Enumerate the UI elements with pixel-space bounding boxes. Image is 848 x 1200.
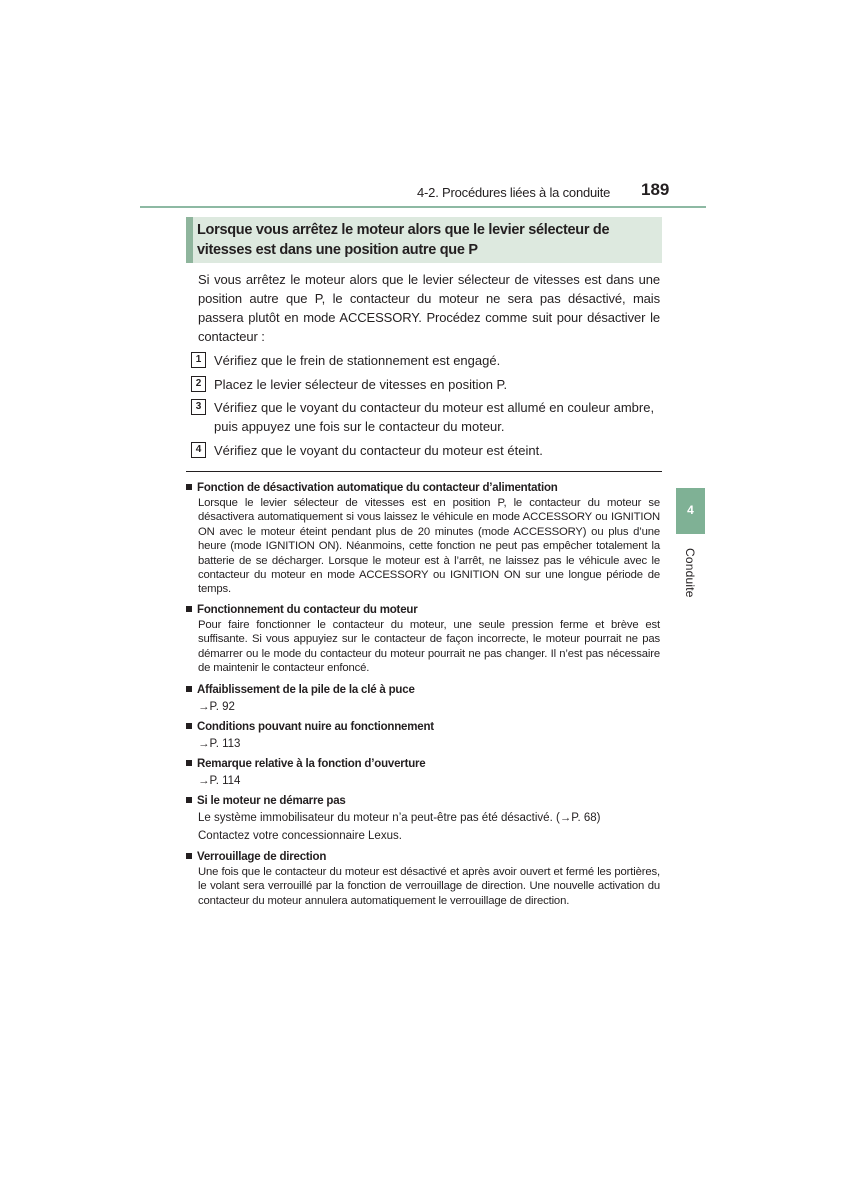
note-line: Contactez votre concessionnaire Lexus. — [198, 830, 402, 842]
header-divider — [140, 206, 706, 208]
square-bullet-icon — [186, 484, 192, 490]
step-number-box: 1 — [191, 352, 206, 368]
step-number-box: 3 — [191, 399, 206, 415]
note-conditions — [186, 719, 660, 753]
intro-paragraph: Si vous arrêtez le moteur alors que le levier sélecteur de vitesses est dans une position autre que P, le contacteur du moteur ne sera pas désactivé, mais passera plutôt en mode ACCESSORY. Procédez comme suit pour désactiver le contacteur : — [198, 272, 660, 344]
note-steering-lock — [186, 849, 660, 908]
chapter-label: Conduite — [683, 548, 697, 598]
square-bullet-icon — [186, 797, 192, 803]
section-title: 4-2. Procédures liées à la conduite — [417, 185, 611, 200]
note-heading: Verrouillage de direction — [186, 849, 660, 865]
square-bullet-icon — [186, 853, 192, 859]
title-accent-bar — [186, 217, 193, 263]
note-heading: Fonction de désactivation automatique du contacteur d’alimentation — [186, 480, 660, 496]
page-reference-link[interactable]: →P. 92 — [198, 701, 235, 713]
note-heading: Remarque relative à la fonction d’ouverture — [186, 756, 660, 772]
note-heading: Conditions pouvant nuire au fonctionnement — [186, 719, 660, 735]
note-body: Lorsque le levier sélecteur de vitesses est en position P, le contacteur du moteur se désactivera automatiquement si vous laissez le véhicule en mode ACCESSORY ou IGNITION ON avec le moteur éteint pendant plus de 20 minutes (mode ACCESSORY) ou plus d’une heure (mode IGNITION ON). Néanmoins, cette fonction ne peut pas empêcher totalement la batterie de se décharger. Lorsque le moteur est à l’arrêt, ne laissez pas le véhicule avec le contacteur du moteur en mode ACCESSORY ou IGNITION ON sur une longue période de temps. — [198, 497, 660, 596]
step-number-box: 4 — [191, 442, 206, 458]
note-heading: Si le moteur ne démarre pas — [186, 793, 660, 809]
square-bullet-icon — [186, 606, 192, 612]
note-line: Le système immobilisateur du moteur n’a peut-être pas été désactivé. (→P. 68) — [198, 812, 601, 824]
note-body: Pour faire fonctionner le contacteur du moteur, une seule pression ferme et brève est suffisante. Si vous appuyiez sur le contacteur de façon incorrecte, le moteur pourrait ne pas démarrer ou le mode du contacteur du moteur pourrait ne pas changer. Il n’est pas nécessaire de maintenir le contacteur enfoncé. — [198, 619, 660, 675]
page-reference-link[interactable]: →P. 113 — [198, 738, 241, 750]
square-bullet-icon — [186, 760, 192, 766]
step-text: Vérifiez que le voyant du contacteur du moteur est éteint. — [214, 443, 543, 458]
topic-title-box — [186, 217, 662, 263]
chapter-tab[interactable]: 4 — [676, 488, 705, 534]
note-engine-wont-start — [186, 793, 660, 845]
square-bullet-icon — [186, 686, 192, 692]
step-number-box: 2 — [191, 376, 206, 392]
square-bullet-icon — [186, 723, 192, 729]
note-engine-switch — [186, 602, 660, 676]
step-text: Vérifiez que le frein de stationnement est engagé. — [214, 353, 501, 368]
step-text: Vérifiez que le voyant du contacteur du moteur est allumé en couleur ambre, puis appuyez une fois sur le contacteur du moteur. — [214, 400, 655, 434]
note-key-battery — [186, 682, 660, 716]
note-heading: Affaiblissement de la pile de la clé à puce — [186, 682, 660, 698]
note-auto-off — [186, 480, 660, 597]
step-text: Placez le levier sélecteur de vitesses en position P. — [214, 377, 508, 392]
page-reference-link[interactable]: →P. 114 — [198, 775, 241, 787]
note-heading: Fonctionnement du contacteur du moteur — [186, 602, 660, 618]
notes-divider — [186, 471, 662, 472]
topic-title: Lorsque vous arrêtez le moteur alors que le levier sélecteur de vitesses est dans une position autre que P — [197, 222, 610, 258]
page-number: 189 — [641, 180, 670, 199]
note-opening — [186, 756, 660, 790]
note-body: Une fois que le contacteur du moteur est désactivé et après avoir ouvert et fermé les portières, le volant sera verrouillé par la fonction de verrouillage de direction. Une nouvelle activation du contacteur du moteur annulera automatiquement le verrouillage de direction. — [198, 866, 660, 907]
